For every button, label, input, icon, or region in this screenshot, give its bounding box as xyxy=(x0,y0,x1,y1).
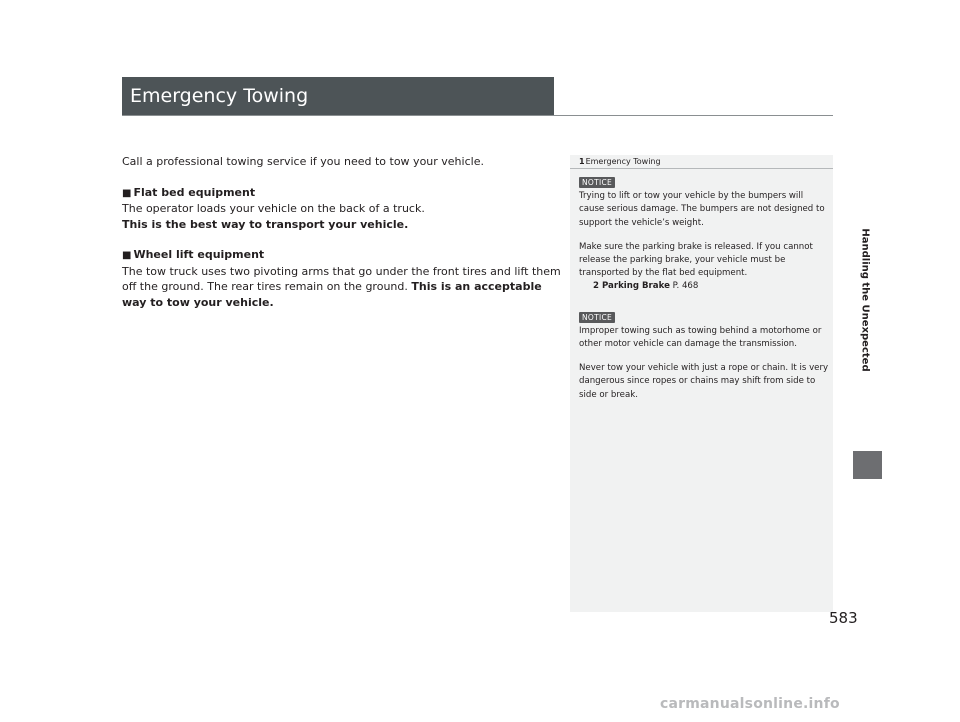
notice-badge: NOTICE xyxy=(579,177,615,188)
section-heading-wheel-lift: ■ Wheel lift equipment xyxy=(122,248,265,261)
chapter-tab-label: Handling the Unexpected xyxy=(859,228,871,372)
rope-chain-text: Never tow your vehicle with just a rope or chain. It is very dangerous since ropes or chains may shift from side to side or break. xyxy=(579,363,829,400)
sidebar-body xyxy=(579,177,829,402)
bullet-square-icon: ■ xyxy=(122,250,132,261)
page-title: Emergency Towing xyxy=(122,77,554,115)
sidebar-heading: 1Emergency Towing xyxy=(579,157,661,166)
section-heading-flat-bed: ■ Flat bed equipment xyxy=(122,185,256,199)
parking-brake-reference[interactable]: 2 Parking Brake P. 468 xyxy=(593,281,699,292)
chapter-tab-marker xyxy=(853,451,882,479)
section-bold-wheel-lift: This is an acceptable way to tow your vehicle. xyxy=(122,280,542,309)
intro-text: Call a professional towing service if you need to tow your vehicle. xyxy=(122,155,484,168)
notice-text-transmission: Improper towing such as towing behind a motorhome or other motor vehicle can damage the transmission. xyxy=(579,325,822,350)
bullet-square-icon: ■ xyxy=(122,187,132,199)
notice-badge: NOTICE xyxy=(579,312,615,323)
parking-brake-text: Make sure the parking brake is released. If you cannot release the parking brake, your vehicle must be transported by the flat bed equipment. xyxy=(579,241,813,279)
watermark: carmanualsonline.info xyxy=(660,696,840,712)
section-text-flat-bed: The operator loads your vehicle on the back of a truck. xyxy=(122,202,425,215)
main-content xyxy=(122,154,562,310)
sidebar-marker: 1 xyxy=(579,157,585,166)
sidebar-notes xyxy=(570,155,833,612)
section-bold-flat-bed: This is the best way to transport your vehicle. xyxy=(122,217,409,231)
title-rule xyxy=(122,115,833,116)
notice-text-bumpers: Trying to lift or tow your vehicle by the bumpers will cause serious damage. The bumpers are not designed to support the vehicle’s weight. xyxy=(579,191,825,228)
reference-arrow-icon: 2 xyxy=(593,281,599,292)
section-text-wheel-lift: The tow truck uses two pivoting arms that go under the front tires and lift them off the ground. The rear tires remain on the ground. This is an acceptable way to tow your vehicle. xyxy=(122,264,561,309)
page-number: 583 xyxy=(829,609,858,627)
sidebar-rule xyxy=(570,168,833,169)
